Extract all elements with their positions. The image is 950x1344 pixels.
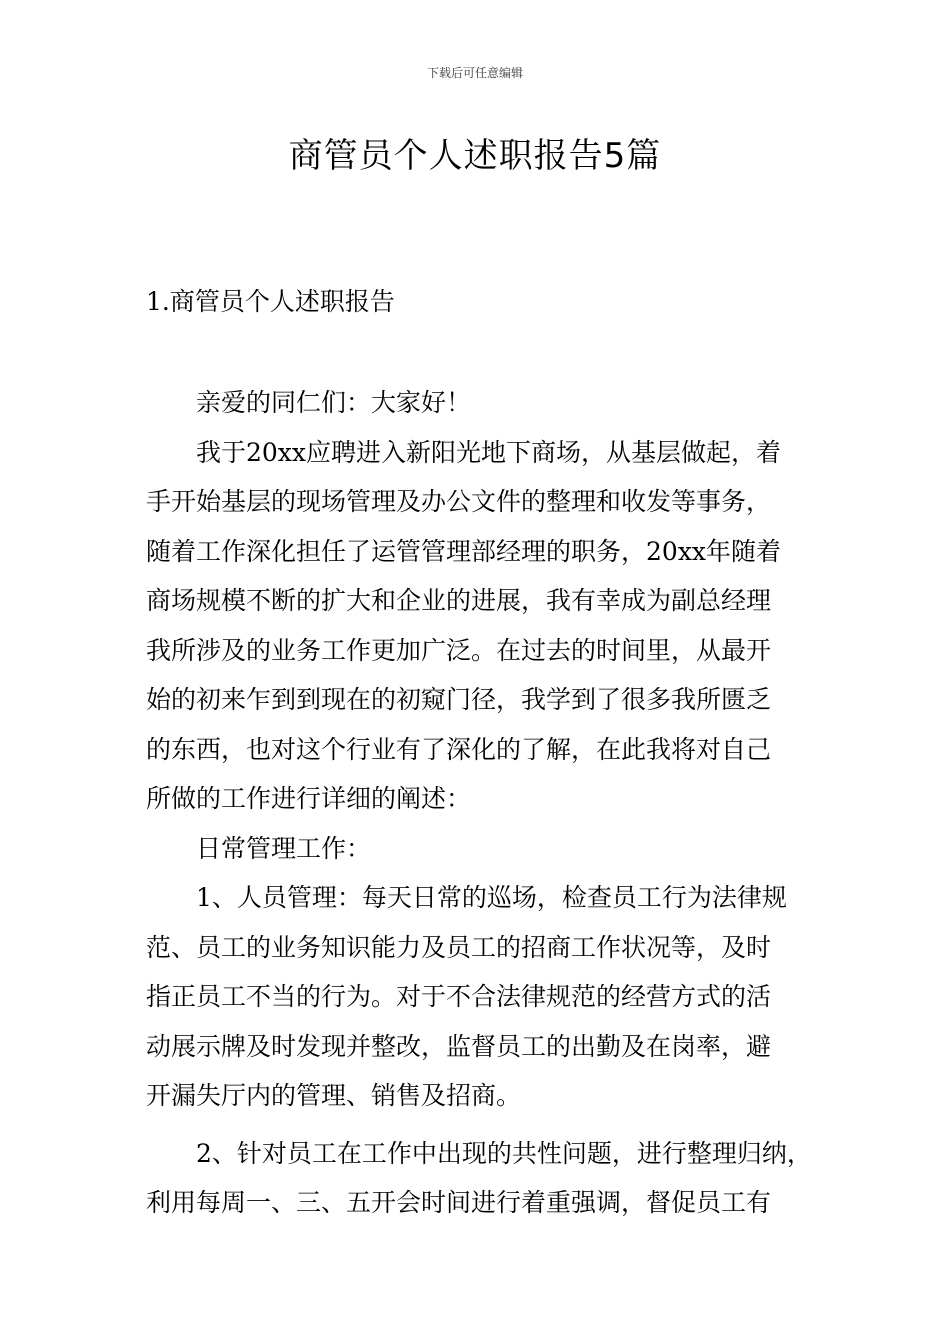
paragraph-line: 商场规模不断的扩大和企业的进展，我有幸成为副总经理 (146, 586, 772, 615)
paragraph-line: 的东西，也对这个行业有了深化的了解，在此我将对自己 (146, 734, 772, 764)
paragraph-line: 日常管理工作： (196, 833, 372, 863)
paragraph-line: 利用每周一、三、五开会时间进行着重强调，督促员工有 (146, 1188, 772, 1217)
paragraph-line: 所做的工作进行详细的阐述： (146, 784, 472, 813)
paragraph-line: 手开始基层的现场管理及办公文件的整理和收发等事务， (146, 487, 772, 516)
paragraph-line: 范、员工的业务知识能力及员工的招商工作状况等，及时 (146, 932, 772, 962)
paragraph-line: 随着工作深化担任了运管管理部经理的职务，20xx年随着 (146, 536, 782, 566)
paragraph-line: 亲爱的同仁们：大家好！ (196, 388, 472, 417)
body-text (146, 378, 826, 1228)
paragraph-line: 我所涉及的业务工作更加广泛。在过去的时间里，从最开 (146, 635, 772, 665)
section-heading: 1.商管员个人述职报告 (146, 287, 395, 316)
paragraph-line: 动展示牌及时发现并整改，监督员工的出勤及在岗率，避 (146, 1031, 772, 1061)
document-title: 商管员个人述职报告5篇 (288, 136, 662, 176)
paragraph-line: 指正员工不当的行为。对于不合法律规范的经营方式的活 (146, 982, 772, 1011)
paragraph-line: 开漏失厅内的管理、销售及招商。 (146, 1081, 522, 1110)
header-note: 下载后可任意编辑 (426, 66, 523, 80)
paragraph-line: 我于20xx应聘进入新阳光地下商场，从基层做起，着 (196, 437, 782, 467)
paragraph-line: 2、针对员工在工作中出现的共性问题，进行整理归纳， (196, 1138, 812, 1168)
paragraph-line: 始的初来乍到到现在的初窥门径，我学到了很多我所匮乏 (146, 685, 772, 714)
paragraph-line: 1、人员管理：每天日常的巡场，检查员工行为法律规 (196, 883, 787, 912)
